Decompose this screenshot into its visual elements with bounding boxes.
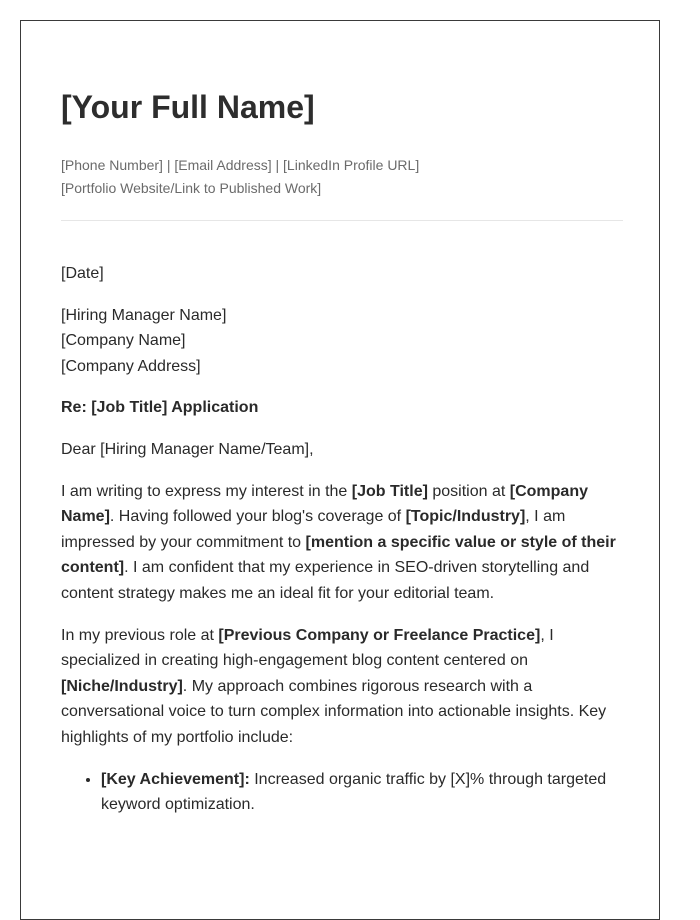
full-name-heading: [Your Full Name] — [61, 89, 315, 125]
contact-line-2: [Portfolio Website/Link to Published Work] — [61, 180, 322, 196]
p2-text-1: In my previous role at — [61, 626, 219, 644]
contact-line-1: [Phone Number] | [Email Address] | [LinkedIn Profile URL] — [61, 157, 420, 173]
document-viewport[interactable] — [20, 20, 662, 814]
paragraph-1 — [61, 479, 623, 607]
achievements-list — [61, 767, 623, 818]
recipient-company: [Company Name] — [61, 332, 186, 350]
p1-bold-3: [Topic/Industry] — [405, 508, 526, 526]
p1-text-1: I am writing to express my interest in the — [61, 482, 352, 500]
p1-bold-2: [Company Name] — [61, 482, 588, 526]
header-divider — [61, 220, 623, 221]
p1-text-3: . Having followed your blog's coverage of — [109, 508, 406, 526]
paragraph-2 — [61, 623, 623, 751]
p2-bold-1: [Previous Company or Freelance Practice] — [218, 626, 541, 644]
p2-text-2: , I specialized in creating high-engagement blog content centered on — [61, 626, 554, 670]
p1-text-5: . I am confident that my experience in SEO-driven storytelling and content strategy makes me an ideal fit for your editorial team. — [61, 559, 590, 602]
contact-info — [61, 154, 419, 200]
p1-bold-4: [mention a specific value or style of their content] — [61, 533, 616, 577]
subject-line — [61, 395, 623, 421]
p2-text-3: . My approach combines rigorous research with a conversational voice to turn complex information into actionable insights. Key highlights of my portfolio include: — [61, 677, 607, 746]
salutation: Dear [Hiring Manager Name/Team], — [61, 440, 314, 458]
bullet-text: Increased organic traffic by [X]% through targeted keyword optimization. — [101, 770, 607, 814]
date-line: [Date] — [61, 265, 104, 282]
bullet-label: [Key Achievement]: — [101, 770, 250, 788]
p1-text-4: , I am impressed by your commitment to — [61, 508, 566, 551]
recipient-address: [Company Address] — [61, 357, 201, 375]
p1-bold-1: [Job Title] — [351, 482, 428, 500]
letter-page — [20, 20, 660, 920]
letter-body — [61, 261, 623, 818]
list-item — [101, 767, 623, 818]
p1-text-2: position at — [427, 482, 510, 500]
subject-text: Re: [Job Title] Application — [61, 399, 259, 417]
recipient-name: [Hiring Manager Name] — [61, 306, 227, 324]
recipient-block — [61, 303, 623, 380]
p2-bold-2: [Niche/Industry] — [61, 677, 183, 695]
